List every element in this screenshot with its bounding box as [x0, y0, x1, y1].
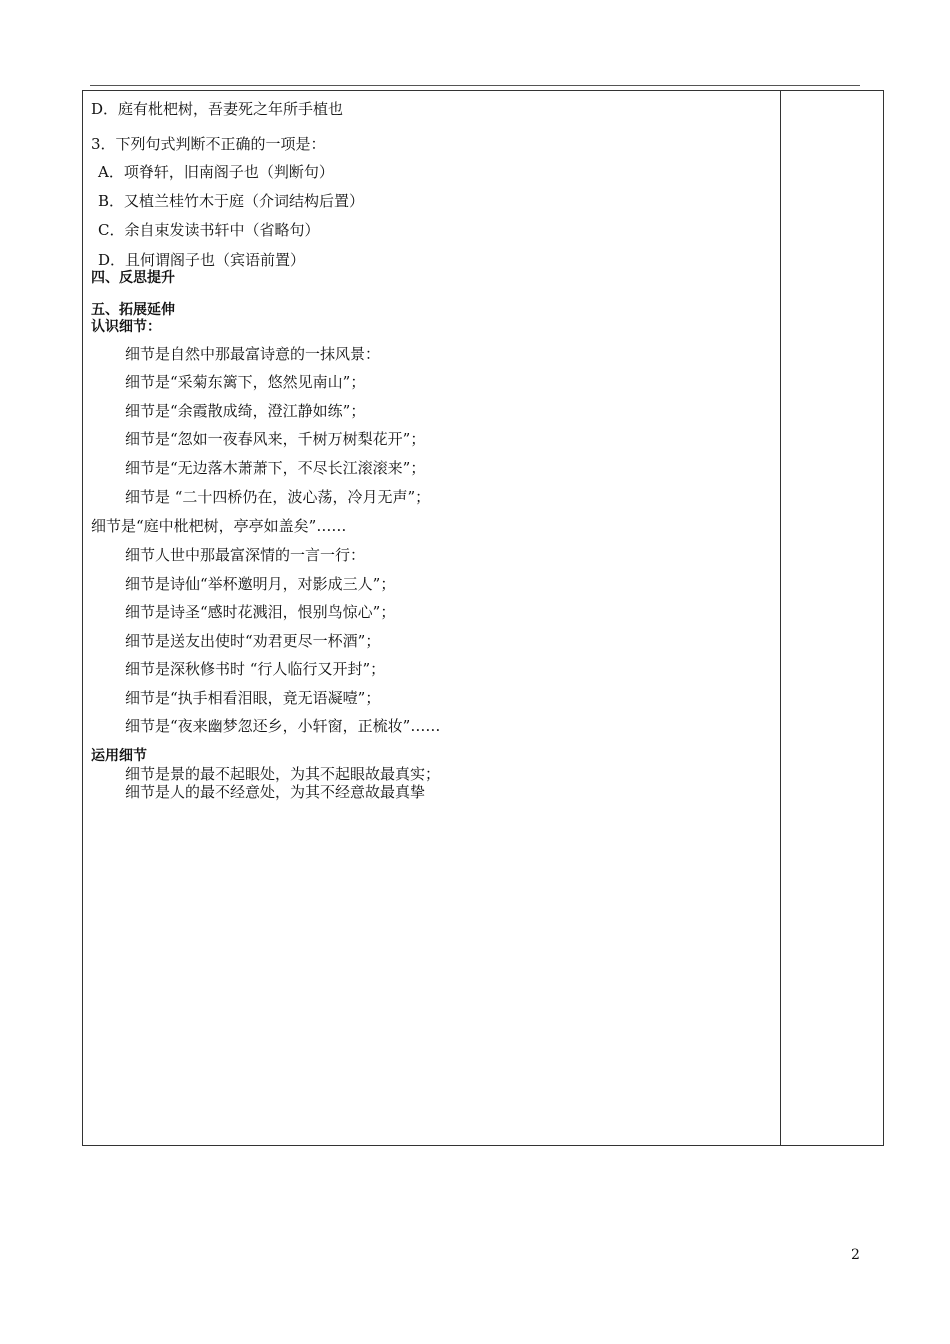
know-line: 细节是“执手相看泪眼，竟无语凝噎”； [125, 689, 381, 707]
know-line: 细节是 “二十四桥仍在，波心荡，冷月无声”； [125, 488, 431, 506]
know-line: 细节是诗圣“感时花溅泪，恨别鸟惊心”； [125, 603, 396, 621]
know-line: 细节人世中那最富深情的一言一行： [125, 546, 366, 564]
know-line: 细节是“无边落木萧萧下，不尽长江滚滚来”； [125, 459, 426, 477]
q3-option-a: A．项脊轩，旧南阁子也（判断句） [98, 163, 334, 181]
use-line: 细节是景的最不起眼处，为其不起眼故最真实； [125, 765, 441, 783]
know-line: 细节是“忽如一夜春风来，千树万树梨花开”； [125, 430, 426, 448]
q3-option-c: C．余自束发读书轩中（省略句） [98, 221, 320, 239]
q3-option-b: B．又植兰桂竹木于庭（介词结构后置） [98, 192, 365, 210]
know-line: 细节是送友出使时“劝君更尽一杯酒”； [125, 632, 381, 650]
know-line: 细节是深秋修书时 “行人临行又开封”； [125, 660, 386, 678]
section4-title: 四、反思提升 [91, 270, 175, 286]
section5-title: 五、拓展延伸 [91, 302, 175, 318]
know-line: 细节是诗仙“举杯邀明月，对影成三人”； [125, 575, 396, 593]
q2-option-d: D．庭有枇杷树，吾妻死之年所手植也 [91, 100, 344, 118]
know-line: 细节是自然中那最富诗意的一抹风景： [125, 345, 381, 363]
subsection-know-details: 认识细节： [91, 319, 161, 335]
q3-option-d: D．且何谓阁子也（宾语前置） [98, 251, 306, 269]
page-number: 2 [851, 1247, 860, 1263]
know-line: 细节是“夜来幽梦忽还乡，小轩窗，正梳妆”…… [125, 717, 441, 735]
know-line: 细节是“采菊东篱下，悠然见南山”； [125, 373, 366, 391]
know-line: 细节是“余霞散成绮，澄江静如练”； [125, 402, 366, 420]
subsection-use-details: 运用细节 [91, 748, 147, 764]
use-line: 细节是人的最不经意处，为其不经意故最真挚 [125, 783, 426, 801]
column-divider [780, 91, 781, 1145]
know-line-flush: 细节是“庭中枇杷树，亭亭如盖矣”…… [91, 517, 347, 535]
header-rule [90, 85, 860, 86]
q3-stem: 3．下列句式判断不正确的一项是： [91, 135, 326, 153]
worksheet-table [82, 90, 884, 1146]
